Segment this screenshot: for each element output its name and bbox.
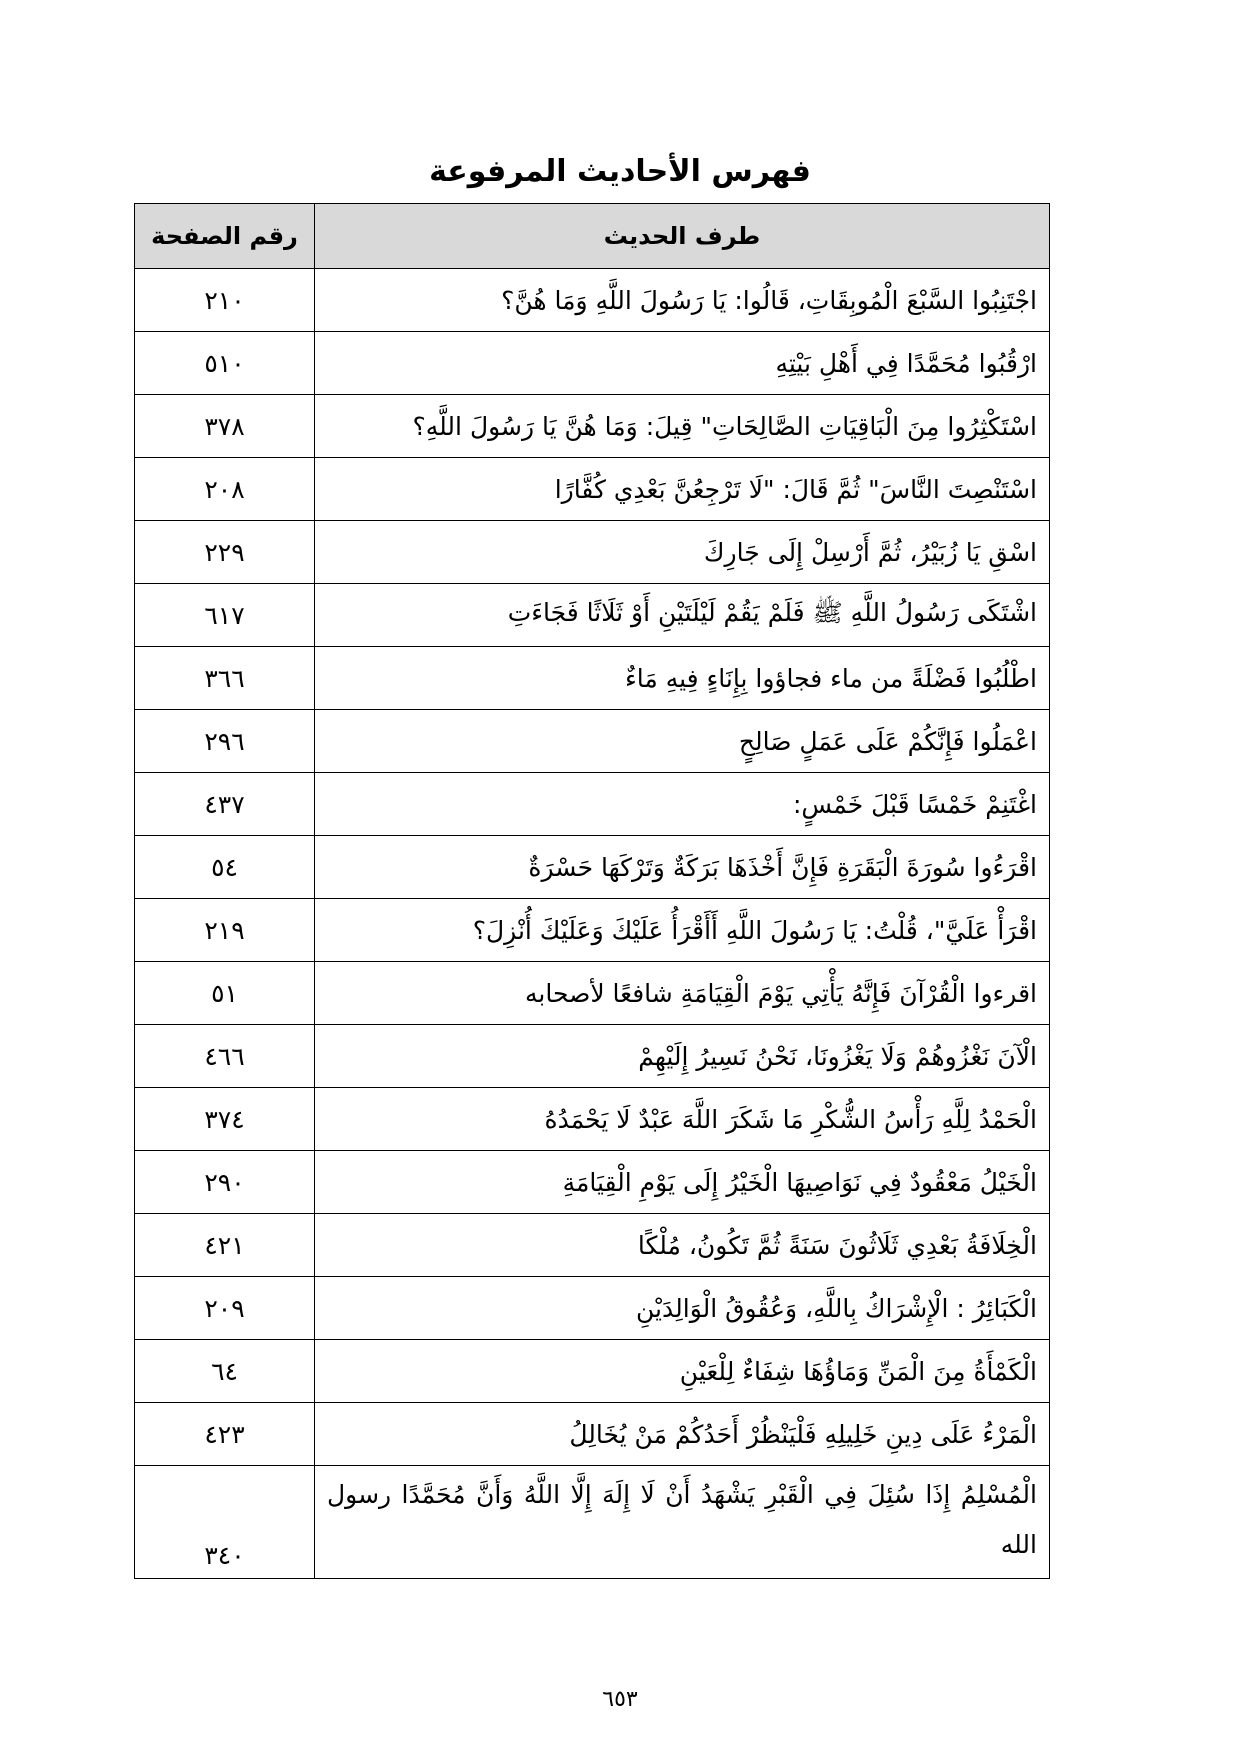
hadith-cell: الْخِلَافَةُ بَعْدِي ثَلَاثُونَ سَنَةً ثُمَّ تَكُونُ، مُلْكًا xyxy=(315,1214,1050,1277)
table-row xyxy=(135,1088,1050,1151)
table-row xyxy=(135,899,1050,962)
page-cell: ٦٤ xyxy=(135,1340,315,1403)
page-cell: ٣٦٦ xyxy=(135,647,315,710)
table-row xyxy=(135,332,1050,395)
page-cell: ٤٢٣ xyxy=(135,1403,315,1466)
page-cell: ٣٧٤ xyxy=(135,1088,315,1151)
hadith-cell: اقْرَءُوا سُورَةَ الْبَقَرَةِ فَإِنَّ أَخْذَهَا بَرَكَةٌ وَتَرْكَهَا حَسْرَةٌ xyxy=(315,836,1050,899)
hadith-cell: اقرءوا الْقُرْآنَ فَإِنَّهُ يَأْتِي يَوْمَ الْقِيَامَةِ شافعًا لأصحابه xyxy=(315,962,1050,1025)
page-cell: ٤٢١ xyxy=(135,1214,315,1277)
table-row xyxy=(135,710,1050,773)
header-hadith: طرف الحديث xyxy=(315,204,1050,269)
table-row xyxy=(135,1466,1050,1579)
page-cell: ٥١ xyxy=(135,962,315,1025)
page-cell: ٦١٧ xyxy=(135,584,315,647)
page-cell: ٢٩٠ xyxy=(135,1151,315,1214)
page-cell: ٣٧٨ xyxy=(135,395,315,458)
table-row xyxy=(135,269,1050,332)
table-row xyxy=(135,836,1050,899)
header-page-number: رقم الصفحة xyxy=(135,204,315,269)
hadith-cell: الْمَرْءُ عَلَى دِينِ خَلِيلِهِ فَلْيَنْظُرْ أَحَدُكُمْ مَنْ يُخَالِلُ xyxy=(315,1403,1050,1466)
table-row xyxy=(135,1340,1050,1403)
table-row xyxy=(135,773,1050,836)
page-cell: ٢٩٦ xyxy=(135,710,315,773)
hadith-cell: اغْتَنِمْ خَمْسًا قَبْلَ خَمْسٍ: xyxy=(315,773,1050,836)
table-row xyxy=(135,584,1050,647)
page-cell: ٥١٠ xyxy=(135,332,315,395)
page-cell: ٢٢٩ xyxy=(135,521,315,584)
hadith-cell: اطْلُبُوا فَضْلَةً من ماء فجاؤوا بِإِنَاءٍ فِيهِ مَاءٌ xyxy=(315,647,1050,710)
page-cell: ٤٦٦ xyxy=(135,1025,315,1088)
hadith-cell: الْكَمْأَةُ مِنَ الْمَنِّ وَمَاؤُهَا شِفَاءٌ لِلْعَيْنِ xyxy=(315,1340,1050,1403)
hadith-index-table xyxy=(134,203,1050,1579)
page-cell: ٢١٠ xyxy=(135,269,315,332)
table-row xyxy=(135,458,1050,521)
table-row xyxy=(135,1025,1050,1088)
page-cell: ٣٤٠ xyxy=(135,1466,315,1579)
hadith-cell: اسْتَكْثِرُوا مِنَ الْبَاقِيَاتِ الصَّالِحَاتِ" قِيلَ: وَمَا هُنَّ يَا رَسُولَ اللَّهِ؟ xyxy=(315,395,1050,458)
page-number: ٦٥٣ xyxy=(602,1687,638,1712)
table-row xyxy=(135,1277,1050,1340)
table-header-row xyxy=(135,204,1050,269)
hadith-cell: اشْتَكَى رَسُولُ اللَّهِ ﷺ فَلَمْ يَقُمْ لَيْلَتَيْنِ أَوْ ثَلَاثًا فَجَاءَتِ xyxy=(315,584,1050,647)
hadith-cell: اسْتَنْصِتَ النَّاسَ" ثُمَّ قَالَ: "لَا تَرْجِعُنَّ بَعْدِي كُفَّارًا xyxy=(315,458,1050,521)
page-cell: ٥٤ xyxy=(135,836,315,899)
hadith-cell: اجْتَنِبُوا السَّبْعَ الْمُوبِقَاتِ، قَالُوا: يَا رَسُولَ اللَّهِ وَمَا هُنَّ؟ xyxy=(315,269,1050,332)
hadith-cell: الْآنَ نَغْزُوهُمْ وَلَا يَغْزُونَا، نَحْنُ نَسِيرُ إِلَيْهِمْ xyxy=(315,1025,1050,1088)
table-row xyxy=(135,647,1050,710)
hadith-cell: اسْقِ يَا زُبَيْرُ، ثُمَّ أَرْسِلْ إِلَى جَارِكَ xyxy=(315,521,1050,584)
table-row xyxy=(135,521,1050,584)
table-row xyxy=(135,962,1050,1025)
hadith-cell: اعْمَلُوا فَإِنَّكُمْ عَلَى عَمَلٍ صَالِحٍ xyxy=(315,710,1050,773)
hadith-cell: اقْرَأْ عَلَيَّ"، قُلْتُ: يَا رَسُولَ اللَّهِ أَأَقْرَأُ عَلَيْكَ وَعَلَيْكَ أُنْزِلَ؟ xyxy=(315,899,1050,962)
page-cell: ٢٠٩ xyxy=(135,1277,315,1340)
table-row xyxy=(135,1403,1050,1466)
hadith-cell: الْحَمْدُ لِلَّهِ رَأْسُ الشُّكْرِ مَا شَكَرَ اللَّهَ عَبْدٌ لَا يَحْمَدُهُ xyxy=(315,1088,1050,1151)
hadith-cell: الْخَيْلُ مَعْقُودٌ فِي نَوَاصِيهَا الْخَيْرُ إِلَى يَوْمِ الْقِيَامَةِ xyxy=(315,1151,1050,1214)
page-cell: ٢١٩ xyxy=(135,899,315,962)
table-row xyxy=(135,1214,1050,1277)
hadith-cell: ارْقُبُوا مُحَمَّدًا فِي أَهْلِ بَيْتِهِ xyxy=(315,332,1050,395)
page-cell: ٤٣٧ xyxy=(135,773,315,836)
page-cell: ٢٠٨ xyxy=(135,458,315,521)
hadith-cell: الْمُسْلِمُ إِذَا سُئِلَ فِي الْقَبْرِ يَشْهَدُ أَنْ لَا إِلَهَ إِلَّا اللَّهُ وَأَنَّ مُحَمَّدًا رسول الله xyxy=(315,1466,1050,1579)
hadith-cell: الْكَبَائِرُ : الْإِشْرَاكُ بِاللَّهِ، وَعُقُوقُ الْوَالِدَيْنِ xyxy=(315,1277,1050,1340)
table-row xyxy=(135,1151,1050,1214)
page-title: فهرس الأحاديث المرفوعة xyxy=(429,154,811,189)
table-row xyxy=(135,395,1050,458)
